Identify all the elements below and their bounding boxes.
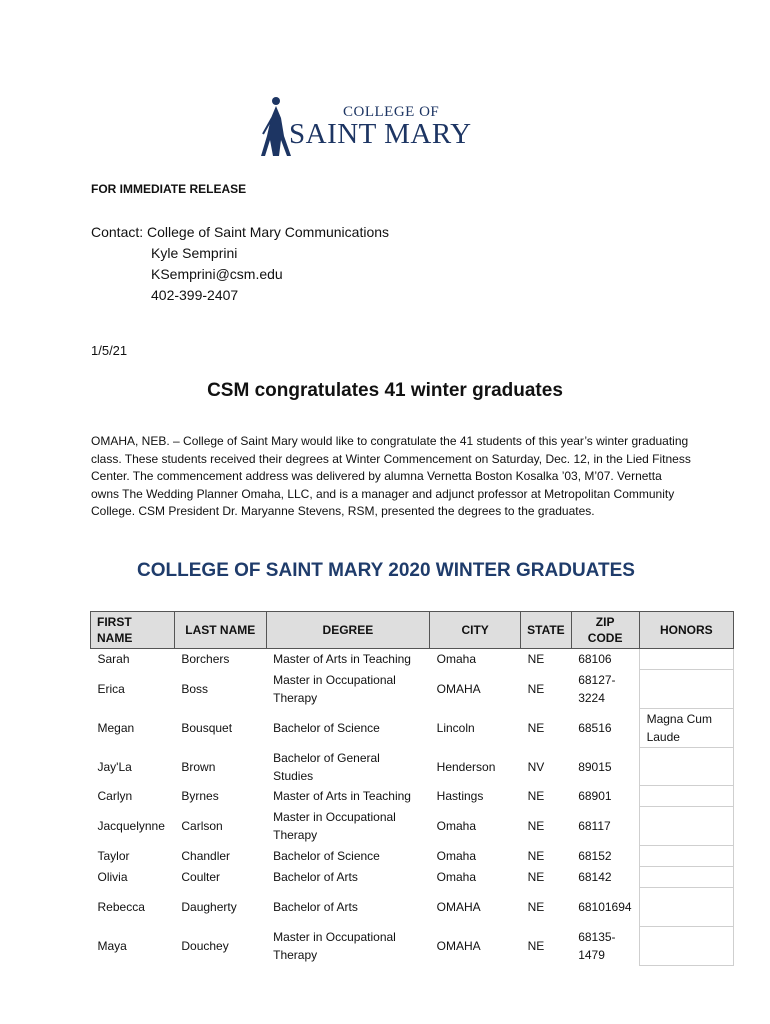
cell-city: Omaha xyxy=(436,652,477,667)
cell-city: OMAHA xyxy=(436,682,481,696)
cell-state: NV xyxy=(527,759,545,774)
cell-zip: 68101694 xyxy=(578,900,632,914)
cell-last-name: Borchers xyxy=(181,652,230,667)
cell-zip: 68152 xyxy=(578,849,612,863)
cell-state: NE xyxy=(527,819,545,833)
contact-line: Contact: College of Saint Mary Communications xyxy=(91,224,390,240)
table-row xyxy=(91,709,734,748)
release-date: 1/5/21 xyxy=(91,343,128,358)
graduates-table xyxy=(90,611,734,966)
cell-state: NE xyxy=(527,870,545,884)
table-row xyxy=(91,786,734,807)
cell-state: NE xyxy=(527,652,545,667)
header-last-name: LAST NAME xyxy=(174,612,266,649)
header-zip: ZIP CODE xyxy=(571,612,639,649)
headline: CSM congratulates 41 winter graduates xyxy=(207,380,563,401)
cell-honors xyxy=(639,649,733,670)
cell-first-name: Megan xyxy=(97,721,135,735)
cell-first-name: Sarah xyxy=(97,652,130,667)
cell-city: Henderson xyxy=(436,759,496,774)
cell-first-name: Maya xyxy=(97,939,127,953)
cell-degree: Master in Occupational Therapy xyxy=(273,810,396,842)
cell-last-name: Chandler xyxy=(181,849,231,863)
cell-state: NE xyxy=(527,789,545,803)
table-row xyxy=(91,867,734,888)
table-row xyxy=(91,927,734,966)
table-row xyxy=(91,748,734,786)
contact-name: Kyle Semprini xyxy=(151,245,238,261)
logo-line-2: SAINT MARY xyxy=(289,118,472,150)
cell-first-name: Erica xyxy=(97,682,125,696)
section-title: COLLEGE OF SAINT MARY 2020 WINTER GRADUATES xyxy=(137,560,635,581)
cell-degree: Bachelor of Science xyxy=(273,721,380,735)
cell-zip: 89015 xyxy=(578,759,612,774)
cell-zip: 68901 xyxy=(578,789,612,803)
cell-city: OMAHA xyxy=(436,900,481,914)
cell-state: NE xyxy=(527,849,545,863)
cell-degree: Bachelor of Science xyxy=(273,849,380,863)
cell-first-name: Olivia xyxy=(97,870,128,884)
cell-city: Omaha xyxy=(436,870,477,884)
cell-degree: Master in Occupational Therapy xyxy=(273,673,396,705)
table-row xyxy=(91,670,734,709)
cell-zip: 68106 xyxy=(578,652,612,667)
contact-email: KSemprini@csm.edu xyxy=(151,266,283,282)
logo-line-1: COLLEGE OF xyxy=(343,104,440,120)
release-label: FOR IMMEDIATE RELEASE xyxy=(91,182,247,196)
cell-state: NE xyxy=(527,682,545,696)
cell-city: OMAHA xyxy=(436,939,481,953)
cell-last-name: Byrnes xyxy=(181,789,219,803)
cell-honors xyxy=(639,807,733,846)
cell-honors xyxy=(639,748,733,786)
contact-phone: 402-399-2407 xyxy=(151,287,239,303)
cell-zip: 68516 xyxy=(578,721,612,735)
table-row xyxy=(91,807,734,846)
cell-degree: Master of Arts in Teaching xyxy=(273,652,411,667)
header-degree: DEGREE xyxy=(266,612,430,649)
cell-honors xyxy=(639,888,733,927)
cell-first-name: Jacquelynne xyxy=(97,819,165,833)
cell-zip: 68117 xyxy=(578,819,611,833)
cell-state: NE xyxy=(527,900,545,914)
cell-honors xyxy=(639,786,733,807)
table-row xyxy=(91,846,734,867)
cell-honors xyxy=(639,846,733,867)
table-row xyxy=(91,649,734,670)
cell-city: Omaha xyxy=(436,819,477,833)
header-state: STATE xyxy=(521,612,572,649)
cell-state: NE xyxy=(527,721,545,735)
cell-degree: Bachelor of Arts xyxy=(273,870,358,884)
cell-degree: Master of Arts in Teaching xyxy=(273,789,411,803)
cell-last-name: Daugherty xyxy=(181,900,237,914)
cell-first-name: Rebecca xyxy=(97,900,145,914)
cell-last-name: Carlson xyxy=(181,819,223,833)
table-row xyxy=(91,888,734,927)
header-first-name: FIRST NAME xyxy=(91,612,175,649)
cell-degree: Bachelor of General Studies xyxy=(273,750,380,783)
cell-honors xyxy=(639,927,733,966)
college-logo xyxy=(258,96,508,160)
table-header-row xyxy=(91,612,734,649)
cell-city: Omaha xyxy=(436,849,477,863)
cell-city: Hastings xyxy=(436,789,484,803)
cell-last-name: Coulter xyxy=(181,870,221,884)
cell-honors: Magna Cum Laude xyxy=(639,709,733,748)
cell-last-name: Bousquet xyxy=(181,721,233,735)
cell-city: Lincoln xyxy=(436,721,475,735)
cell-first-name: Carlyn xyxy=(97,789,133,803)
cell-degree: Master in Occupational Therapy xyxy=(273,930,396,962)
cell-last-name: Boss xyxy=(181,682,209,696)
body-paragraph: OMAHA, NEB. – College of Saint Mary would like to congratulate the 41 students of this year’s winter graduating class. These students received their degrees at Winter Commencement on Saturday, Dec. 12, in the Lied Fitness Center. The commencement address was delivered by alumna Vernetta Boston Kosalka ’03, M’07. Vernetta owns The Wedding Planner Omaha, LLC, and is a manager and adjunct professor at Metropolitan Community College. CSM President Dr. Maryanne Stevens, RSM, presented the degrees to the graduates. xyxy=(91,434,691,519)
cell-state: NE xyxy=(527,939,545,953)
cell-zip: 68135-1479 xyxy=(578,930,616,962)
cell-zip: 68142 xyxy=(578,870,612,884)
contact-block xyxy=(91,222,389,306)
cell-honors xyxy=(639,670,733,709)
header-honors: HONORS xyxy=(639,612,733,649)
cell-last-name: Douchey xyxy=(181,939,229,953)
cell-degree: Bachelor of Arts xyxy=(273,900,358,914)
header-city: CITY xyxy=(430,612,521,649)
cell-first-name: Taylor xyxy=(97,849,130,863)
cell-honors xyxy=(639,867,733,888)
cell-last-name: Brown xyxy=(181,759,216,774)
cell-first-name: Jay'La xyxy=(97,759,132,774)
cell-zip: 68127-3224 xyxy=(578,673,616,705)
